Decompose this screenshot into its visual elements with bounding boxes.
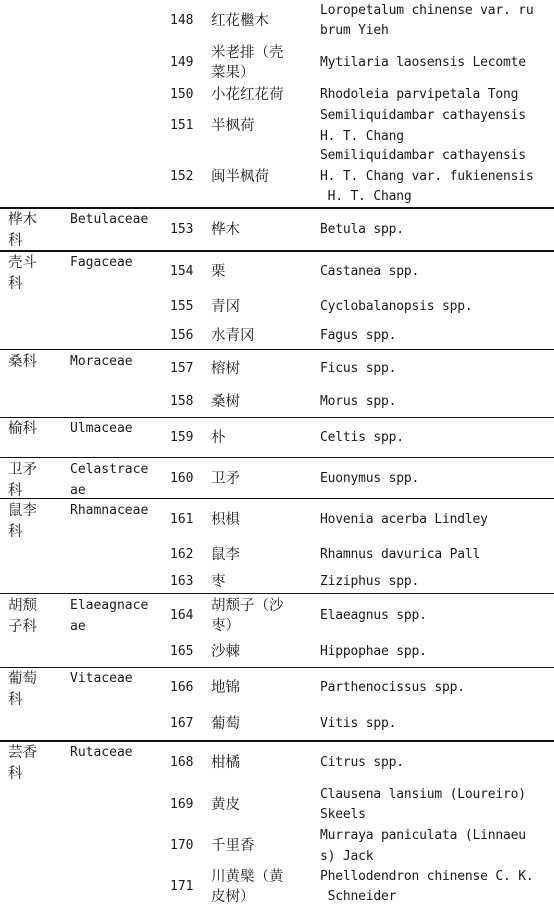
family-chinese-name-line: 科 xyxy=(8,765,23,782)
species-chinese-name xyxy=(211,795,311,816)
species-chinese-name xyxy=(211,545,311,566)
species-scientific-name xyxy=(320,867,552,908)
species-chinese-name-line: 千里香 xyxy=(211,837,255,854)
species-scientific-name-line: Hovenia acerba Lindley xyxy=(320,511,488,527)
species-scientific-name xyxy=(320,85,552,106)
species-scientific-name-line: Cyclobalanopsis spp. xyxy=(320,298,473,314)
species-number-line: 168 xyxy=(170,754,194,770)
species-chinese-name-line: 枣） xyxy=(211,618,240,634)
table-row xyxy=(0,866,554,908)
species-number xyxy=(170,262,200,283)
species-scientific-name xyxy=(320,606,552,627)
table-row xyxy=(0,106,554,146)
family-latin-name-line: Vitaceae xyxy=(70,671,133,686)
species-number xyxy=(170,753,200,774)
species-chinese-name-line: 枣 xyxy=(211,573,226,590)
species-chinese-name-line: 米老排（壳 xyxy=(211,44,284,61)
family-chinese-name xyxy=(8,596,60,637)
family-latin-name xyxy=(70,419,158,440)
species-number xyxy=(170,116,200,137)
species-chinese-name xyxy=(211,392,311,413)
family-chinese-name xyxy=(8,253,60,294)
family-chinese-name-line: 科 xyxy=(8,523,23,540)
species-chinese-name xyxy=(211,43,311,84)
species-chinese-name-line: 桑树 xyxy=(211,393,240,410)
table-row xyxy=(0,209,554,251)
species-chinese-name xyxy=(211,510,311,531)
species-number-line: 162 xyxy=(170,546,194,562)
species-number xyxy=(170,836,200,857)
species-scientific-name-line: Castanea spp. xyxy=(320,263,420,279)
species-scientific-name-line: Murraya paniculata (Linnaeu xyxy=(320,828,526,843)
species-number xyxy=(170,795,200,816)
species-number xyxy=(170,53,200,74)
species-number xyxy=(170,297,200,318)
species-number xyxy=(170,678,200,699)
family-latin-name xyxy=(70,669,158,690)
species-chinese-name-line: 半枫荷 xyxy=(211,117,255,134)
species-chinese-name-line: 栗 xyxy=(211,263,226,280)
species-chinese-name-line: 小花红花荷 xyxy=(211,86,284,103)
species-number xyxy=(170,714,200,735)
species-chinese-name xyxy=(211,220,311,241)
species-chinese-name xyxy=(211,714,311,735)
species-number-line: 148 xyxy=(170,12,194,28)
species-number-line: 165 xyxy=(170,643,194,659)
species-chinese-name-line: 闽半枫荷 xyxy=(211,168,269,185)
family-latin-name-line: Moraceae xyxy=(70,354,133,369)
table-row xyxy=(0,500,554,540)
family-chinese-name-line: 科 xyxy=(8,482,23,499)
table-row xyxy=(0,708,554,741)
species-scientific-name-line: Celtis spp. xyxy=(320,429,404,445)
species-chinese-name-line: 鼠李 xyxy=(211,546,240,563)
family-chinese-name-line: 胡颓 xyxy=(8,598,37,614)
species-scientific-name xyxy=(320,510,552,531)
species-number-line: 151 xyxy=(170,117,194,133)
table-row xyxy=(0,146,554,208)
species-number xyxy=(170,606,200,627)
table-row xyxy=(0,252,554,292)
species-number-line: 170 xyxy=(170,837,194,853)
species-number-line: 154 xyxy=(170,263,194,279)
species-scientific-name xyxy=(320,146,552,208)
species-scientific-name xyxy=(320,469,552,490)
species-chinese-name xyxy=(211,867,311,908)
species-chinese-name-line: 榕树 xyxy=(211,360,240,377)
species-scientific-name xyxy=(320,642,552,663)
species-number xyxy=(170,510,200,531)
family-chinese-name-line: 榆科 xyxy=(8,421,37,437)
species-scientific-name xyxy=(320,1,552,42)
species-scientific-name xyxy=(320,220,552,241)
species-scientific-name-line: Euonymus spp. xyxy=(320,470,420,486)
species-scientific-name-line: Fagus spp. xyxy=(320,327,397,343)
species-number xyxy=(170,642,200,663)
species-number xyxy=(170,572,200,593)
table-row xyxy=(0,42,554,84)
family-chinese-name xyxy=(8,352,60,373)
species-chinese-name-line: 胡颓子（沙 xyxy=(211,597,284,614)
family-latin-name-line: ae xyxy=(70,482,86,498)
species-scientific-name xyxy=(320,753,552,774)
species-scientific-name-line: Schneider xyxy=(320,889,397,904)
family-chinese-name-line: 鼠李 xyxy=(8,503,37,519)
species-number-line: 161 xyxy=(170,511,194,527)
family-latin-name-line: Celastrace xyxy=(70,462,149,477)
table-row xyxy=(0,0,554,42)
species-scientific-name-line: Citrus spp. xyxy=(320,754,404,770)
species-scientific-name-line: s) Jack xyxy=(320,848,374,864)
species-scientific-name-line: Semiliquidambar cathayensis xyxy=(320,108,526,123)
table-row xyxy=(0,668,554,708)
family-latin-name xyxy=(70,253,158,274)
family-latin-name xyxy=(70,210,158,231)
species-number-line: 164 xyxy=(170,607,194,623)
species-number-line: 150 xyxy=(170,86,194,102)
species-chinese-name xyxy=(211,262,311,283)
species-number-line: 167 xyxy=(170,716,194,732)
table-row xyxy=(0,826,554,866)
species-chinese-name-line: 地锦 xyxy=(211,679,240,696)
family-latin-name xyxy=(70,596,158,637)
family-latin-name-line: Ulmaceae xyxy=(70,421,133,436)
species-scientific-name-line: H. T. Chang xyxy=(320,189,412,205)
species-scientific-name xyxy=(320,297,552,318)
species-scientific-name-line: brum Yieh xyxy=(320,23,389,38)
species-chinese-name-line: 卫矛 xyxy=(211,470,240,487)
table-row xyxy=(0,459,554,499)
family-chinese-name-line: 芸香 xyxy=(8,745,37,761)
table-row xyxy=(0,784,554,826)
species-scientific-name-line: Skeels xyxy=(320,807,366,822)
species-scientific-name-line: Vitis spp. xyxy=(320,716,397,732)
species-scientific-name-line: Semiliquidambar cathayensis xyxy=(320,148,526,164)
species-scientific-name xyxy=(320,428,552,449)
family-latin-name-line: Betulaceae xyxy=(70,212,149,227)
species-scientific-name-line: Ficus spp. xyxy=(320,360,397,376)
species-chinese-name-line: 柑橘 xyxy=(211,754,240,771)
family-chinese-name xyxy=(8,419,60,440)
species-chinese-name-line: 青冈 xyxy=(211,298,240,315)
species-scientific-name xyxy=(320,678,552,699)
species-number xyxy=(170,469,200,490)
species-number xyxy=(170,167,200,188)
species-scientific-name-line: Ziziphus spp. xyxy=(320,573,420,589)
species-number xyxy=(170,392,200,413)
family-chinese-name-line: 科 xyxy=(8,232,23,249)
species-scientific-name-line: H. T. Chang xyxy=(320,128,404,144)
table-row xyxy=(0,637,554,667)
species-chinese-name xyxy=(211,469,311,490)
species-chinese-name-line: 红花檵木 xyxy=(211,12,269,29)
species-number-line: 152 xyxy=(170,168,194,184)
table-row xyxy=(0,540,554,570)
species-scientific-name xyxy=(320,714,552,735)
species-number xyxy=(170,220,200,241)
species-number xyxy=(170,326,200,347)
species-chinese-name xyxy=(211,678,311,699)
family-chinese-name xyxy=(8,669,60,710)
family-latin-name-line: Rutaceae xyxy=(70,745,133,760)
family-chinese-name-line: 葡萄 xyxy=(8,671,37,687)
species-number-line: 159 xyxy=(170,429,194,445)
species-number-line: 156 xyxy=(170,327,194,343)
table-row xyxy=(0,351,554,387)
species-chinese-name xyxy=(211,428,311,449)
species-scientific-name-line: Clausena lansium (Loureiro) xyxy=(320,786,526,802)
family-chinese-name-line: 科 xyxy=(8,275,23,292)
species-scientific-name-line: Elaeagnus spp. xyxy=(320,607,427,623)
table-row xyxy=(0,570,554,594)
family-chinese-name xyxy=(8,210,60,251)
table-row xyxy=(0,595,554,637)
species-scientific-name-line: Betula spp. xyxy=(320,221,404,237)
species-scientific-name-line: Phellodendron chinense C. K. xyxy=(320,868,534,884)
species-chinese-name xyxy=(211,642,311,663)
species-chinese-name xyxy=(211,85,311,106)
species-number-line: 163 xyxy=(170,573,194,589)
table-row xyxy=(0,84,554,106)
family-latin-name xyxy=(70,501,158,522)
family-chinese-name xyxy=(8,501,60,542)
species-chinese-name xyxy=(211,297,311,318)
table-row xyxy=(0,292,554,322)
family-chinese-name-line: 科 xyxy=(8,691,23,708)
species-chinese-name xyxy=(211,11,311,32)
species-scientific-name xyxy=(320,53,552,74)
species-scientific-name xyxy=(320,572,552,593)
species-scientific-name-line: Rhamnus davurica Pall xyxy=(320,546,481,562)
species-number-line: 149 xyxy=(170,54,194,70)
species-chinese-name-line: 菜果） xyxy=(211,65,255,81)
species-chinese-name-line: 川黄檗（黄 xyxy=(211,868,284,885)
species-scientific-name-line: Parthenocissus spp. xyxy=(320,679,465,695)
species-scientific-name xyxy=(320,262,552,283)
species-scientific-name-line: Hippophae spp. xyxy=(320,643,427,659)
species-scientific-name xyxy=(320,326,552,347)
species-number-line: 158 xyxy=(170,393,194,409)
species-number-line: 169 xyxy=(170,796,194,812)
species-chinese-name xyxy=(211,572,311,593)
species-number xyxy=(170,877,200,898)
species-number-line: 153 xyxy=(170,221,194,237)
species-chinese-name-line: 沙棘 xyxy=(211,643,240,660)
species-number xyxy=(170,428,200,449)
family-chinese-name-line: 子科 xyxy=(8,618,37,635)
family-chinese-name-line: 桦木 xyxy=(8,212,37,228)
species-scientific-name xyxy=(320,826,552,867)
species-scientific-name-line: Loropetalum chinense var. ru xyxy=(320,2,534,18)
species-scientific-name xyxy=(320,106,552,147)
family-chinese-name-line: 壳斗 xyxy=(8,255,37,271)
species-scientific-name xyxy=(320,545,552,566)
species-number-line: 166 xyxy=(170,679,194,695)
species-scientific-name-line: Rhodoleia parvipetala Tong xyxy=(320,86,519,102)
family-chinese-name-line: 卫矛 xyxy=(8,462,37,478)
species-scientific-name-line: Morus spp. xyxy=(320,393,397,409)
species-chinese-name-line: 桦木 xyxy=(211,221,240,238)
family-latin-name xyxy=(70,460,158,501)
species-chinese-name-line: 皮树） xyxy=(211,889,255,905)
species-number-line: 171 xyxy=(170,878,194,894)
species-chinese-name-line: 朴 xyxy=(211,429,226,446)
family-latin-name-line: Fagaceae xyxy=(70,255,133,270)
species-chinese-name xyxy=(211,116,311,137)
species-number-line: 155 xyxy=(170,298,194,314)
family-chinese-name-line: 桑科 xyxy=(8,354,37,370)
family-latin-name-line: Elaeagnace xyxy=(70,598,149,613)
table-row xyxy=(0,418,554,458)
family-chinese-name xyxy=(8,460,60,501)
family-latin-name xyxy=(70,352,158,373)
species-chinese-name xyxy=(211,359,311,380)
family-latin-name xyxy=(70,743,158,764)
species-scientific-name-line: H. T. Chang var. fukienensis xyxy=(320,168,534,184)
species-number xyxy=(170,545,200,566)
species-number xyxy=(170,85,200,106)
species-scientific-name xyxy=(320,392,552,413)
family-latin-name-line: Rhamnaceae xyxy=(70,503,149,518)
species-chinese-name-line: 葡萄 xyxy=(211,716,240,733)
species-chinese-name-line: 水青冈 xyxy=(211,327,255,344)
family-chinese-name xyxy=(8,743,60,784)
species-number xyxy=(170,359,200,380)
family-latin-name-line: ae xyxy=(70,618,86,634)
species-number-line: 160 xyxy=(170,470,194,486)
species-chinese-name-line: 黄皮 xyxy=(211,796,240,813)
table-row xyxy=(0,742,554,784)
species-chinese-name xyxy=(211,596,311,637)
species-number-line: 157 xyxy=(170,360,194,376)
species-number xyxy=(170,11,200,32)
species-chinese-name xyxy=(211,326,311,347)
species-scientific-name xyxy=(320,359,552,380)
species-scientific-name-line: Mytilaria laosensis Lecomte xyxy=(320,54,526,70)
species-scientific-name xyxy=(320,785,552,826)
species-chinese-name xyxy=(211,753,311,774)
species-chinese-name xyxy=(211,167,311,188)
table-row xyxy=(0,322,554,350)
species-chinese-name xyxy=(211,836,311,857)
species-chinese-name-line: 枳椇 xyxy=(211,511,240,528)
table-row xyxy=(0,387,554,417)
